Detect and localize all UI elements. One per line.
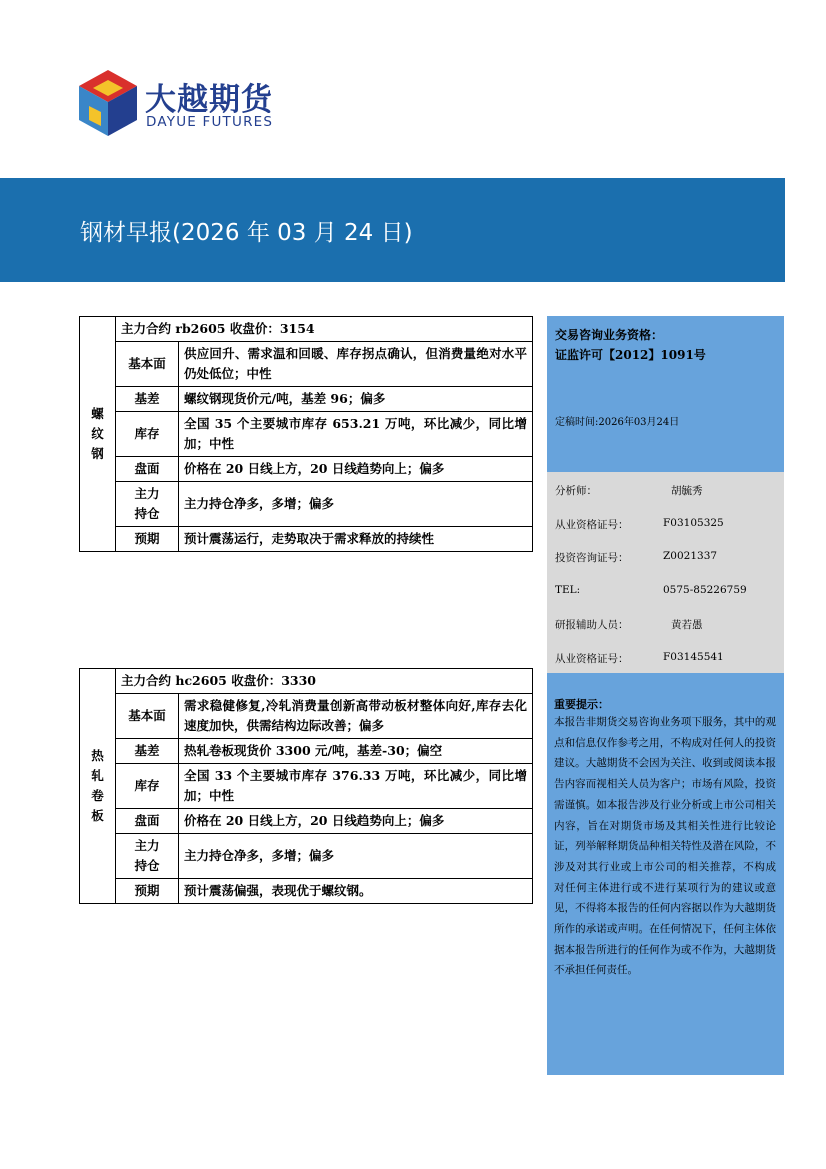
rebar-side-label: 螺 纹 钢 <box>80 317 116 552</box>
notice-body: 本报告非期货交易咨询业务项下服务，其中的观点和信息仅作参考之用，不构成对任何人的投资建议。大越期货不会因为关注、收到或阅读本报告内容而视相关人员为客户；市场有风险，投资需谨慎。如本报告涉及行业分析或上市公司相关内容，旨在对期货市场及其相关性进行比较论证，列举解释期货品种相关特性及潜在风险，不涉及对其行业或上市公司的相关推荐，不构成 对任何主体进行或不进行某项行为的建议或意见，不得将本报告的任何内容据以作为大越期货所作的承诺或声明。在任何情况下，任何主体依据本报告所进行的任何作为或不作为，大越期货不承担任何责任。 <box>554 716 776 977</box>
row-content: 主力持仓净多，多增；偏多 <box>179 834 533 879</box>
analyst-label: 从业资格证号： <box>555 518 629 531</box>
row-header: 主力 持仓 <box>116 834 179 879</box>
table-row <box>80 764 533 809</box>
notice-title: 重要提示： <box>554 698 609 711</box>
logo-name-en: DAYUE FUTURES <box>146 114 274 130</box>
table-row <box>80 879 533 904</box>
analyst-value: F03105325 <box>663 516 724 529</box>
row-header: 预期 <box>116 527 179 552</box>
analyst-row <box>555 517 776 551</box>
row-content: 供应回升、需求温和回暖、库存拐点确认，但消费量绝对水平仍处低位；中性 <box>179 342 533 387</box>
row-content: 需求稳健修复,冷轧消费量创新高带动板材整体向好,库存去化速度加快，供需结构边际改善；偏多 <box>179 694 533 739</box>
row-header: 盘面 <box>116 457 179 482</box>
rebar-main-contract: 主力合约 rb2605 收盘价：3154 <box>116 317 533 342</box>
analyst-row <box>555 617 776 651</box>
analyst-panel <box>547 472 784 673</box>
analyst-row <box>555 550 776 584</box>
hotcoil-side-label: 热 轧 卷 板 <box>80 669 116 904</box>
analyst-label: TEL: <box>555 583 581 596</box>
table-row <box>80 669 533 694</box>
cube-logo-icon <box>77 68 139 138</box>
table-row <box>80 412 533 457</box>
analyst-label: 研报辅助人员： <box>555 619 629 631</box>
hotcoil-table <box>79 668 533 904</box>
row-content: 全国 33 个主要城市库存 376.33 万吨，环比减少，同比增加；中性 <box>179 764 533 809</box>
row-header: 盘面 <box>116 809 179 834</box>
analyst-label: 投资咨询证号： <box>555 552 629 564</box>
row-header: 库存 <box>116 412 179 457</box>
row-header: 主力 持仓 <box>116 482 179 527</box>
company-logo <box>77 68 307 138</box>
row-content: 价格在 20 日线上方，20 日线趋势向上；偏多 <box>179 457 533 482</box>
analyst-value: 胡毓秀 <box>671 485 703 497</box>
table-row <box>80 387 533 412</box>
analyst-value: 黄若愚 <box>671 619 703 631</box>
table-row <box>80 694 533 739</box>
qualification-title: 交易咨询业务资格： <box>555 328 664 342</box>
row-header: 基差 <box>116 387 179 412</box>
analyst-label: 从业资格证号： <box>555 652 629 665</box>
table-row <box>80 527 533 552</box>
table-row <box>80 342 533 387</box>
row-header: 基本面 <box>116 342 179 387</box>
license-number: 证监许可【2012】1091号 <box>555 348 706 362</box>
row-content: 热轧卷板现货价 3300 元/吨，基差-30；偏空 <box>179 739 533 764</box>
table-row <box>80 457 533 482</box>
row-header: 预期 <box>116 879 179 904</box>
analyst-value: 0575-85226759 <box>663 583 747 596</box>
table-row <box>80 809 533 834</box>
row-header: 基差 <box>116 739 179 764</box>
row-content: 价格在 20 日线上方，20 日线趋势向上；偏多 <box>179 809 533 834</box>
logo-name-cn: 大越期货 <box>145 82 273 118</box>
report-title: 钢材早报(2026 年 03 月 24 日) <box>80 220 413 246</box>
finalized-date: 定稿时间:2026年03月24日 <box>555 417 680 428</box>
hotcoil-main-contract: 主力合约 hc2605 收盘价：3330 <box>116 669 533 694</box>
table-row <box>80 317 533 342</box>
analyst-row <box>555 584 776 618</box>
row-header: 库存 <box>116 764 179 809</box>
row-content: 预计震荡偏强，表现优于螺纹钢。 <box>179 879 533 904</box>
important-notice-panel <box>547 673 784 1075</box>
analyst-value: F03145541 <box>663 650 724 663</box>
analyst-row <box>555 483 776 517</box>
row-header: 基本面 <box>116 694 179 739</box>
qualification-panel <box>547 316 784 472</box>
row-content: 螺纹钢现货价元/吨，基差 96；偏多 <box>179 387 533 412</box>
rebar-table <box>79 316 533 552</box>
row-content: 全国 35 个主要城市库存 653.21 万吨，环比减少，同比增加；中性 <box>179 412 533 457</box>
row-content: 主力持仓净多，多增；偏多 <box>179 482 533 527</box>
analyst-value: Z0021337 <box>663 550 718 562</box>
analyst-label: 分析师： <box>555 485 597 497</box>
table-row <box>80 834 533 879</box>
row-content: 预计震荡运行，走势取决于需求释放的持续性 <box>179 527 533 552</box>
table-row <box>80 482 533 527</box>
table-row <box>80 739 533 764</box>
